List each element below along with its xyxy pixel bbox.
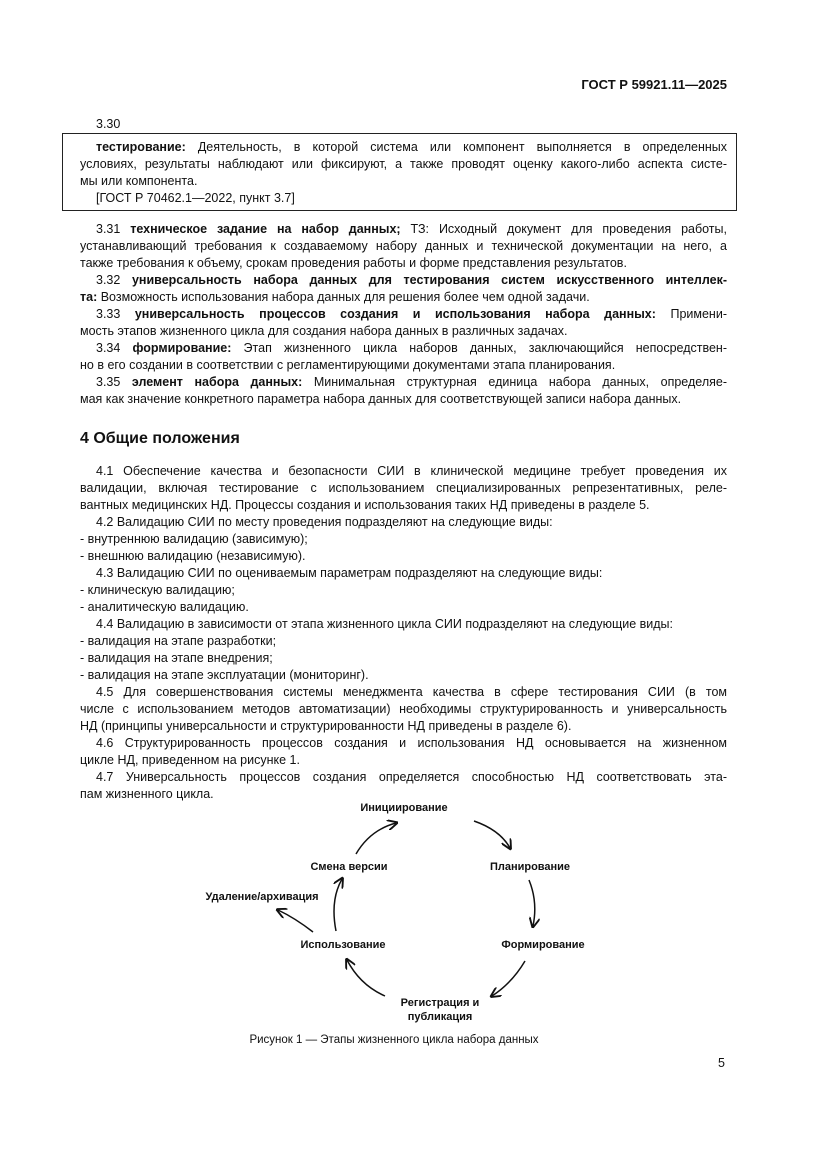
term-bold: формирование: bbox=[132, 341, 232, 355]
term-number-3-30: 3.30 bbox=[96, 117, 121, 131]
text: 4.7 Универсальность процессов создания определяется способностью НД соответствовать эта- bbox=[96, 770, 727, 784]
text: числе с использованием методов автоматизации) необходимы структурированность и универсальность bbox=[80, 702, 727, 716]
term-bold: тестирование: bbox=[96, 140, 186, 154]
text: - валидация на этапе внедрения; bbox=[80, 651, 273, 665]
stage-planning: Планирование bbox=[489, 861, 571, 873]
clause-number: 3.31 bbox=[96, 222, 131, 236]
stage-deletion: Удаление/архивация bbox=[205, 891, 319, 903]
arrow-version-to-initiation bbox=[356, 823, 396, 854]
term-bold: универсальность процессов создания и использования набора данных: bbox=[134, 307, 656, 321]
text: Возможность использования набора данных для решения более чем одной задачи. bbox=[97, 290, 590, 304]
clause-number: 3.33 bbox=[96, 307, 135, 321]
text: - клиническую валидацию; bbox=[80, 583, 235, 597]
text: Этап жизненного цикла наборов данных, заключающийся непосредствен- bbox=[231, 341, 727, 355]
text: - валидация на этапе эксплуатации (мониторинг). bbox=[80, 668, 369, 682]
arrow-initiation-to-planning bbox=[474, 821, 510, 848]
text: ТЗ: Исходный документ для проведения работы, bbox=[400, 222, 727, 236]
clause-number: 3.34 bbox=[96, 341, 133, 355]
term-bold: та: bbox=[80, 290, 98, 304]
arrow-usage-to-version bbox=[334, 879, 342, 931]
clause-number: 3.35 bbox=[96, 375, 132, 389]
arrow-usage-to-deletion bbox=[278, 910, 313, 932]
term-bold: техническое задание на набор данных; bbox=[130, 222, 401, 236]
stage-usage: Использование bbox=[300, 939, 386, 951]
section-heading: 4 Общие положения bbox=[80, 430, 240, 447]
term-bold: элемент набора данных: bbox=[131, 375, 303, 389]
text: также требования к объему, срокам проведения работы и форме представления результатов. bbox=[80, 256, 627, 270]
text: НД (принципы универсальности и структурированности НД приведены в разделе 6). bbox=[80, 719, 572, 733]
text: условиях, результаты наблюдают или фиксируют, а также проводят оценку какого-либо аспекта систе- bbox=[80, 157, 727, 171]
text: валидации, включая тестирование с использованием специализированных репрезентативных, реле- bbox=[80, 481, 727, 495]
text: 4.2 Валидацию СИИ по месту проведения подразделяют на следующие виды: bbox=[96, 515, 553, 529]
arrow-formation-to-registration bbox=[492, 961, 525, 996]
stage-version-change: Смена версии bbox=[310, 861, 388, 873]
arrow-planning-to-formation bbox=[529, 880, 535, 926]
clause-number: 3.32 bbox=[96, 273, 132, 287]
text: 4.3 Валидацию СИИ по оцениваемым параметрам подразделяют на следующие виды: bbox=[96, 566, 603, 580]
text: цикле НД, приведенном на рисунке 1. bbox=[80, 753, 300, 767]
text: но в его создании в соответствии с регламентирующими документами этапа планирования. bbox=[80, 358, 616, 372]
text: устанавливающий требования к создаваемому набору данных и технической документации на него, а bbox=[80, 239, 727, 253]
text: вантных медицинских НД. Процессы создания и использования таких НД приведены в разделе 5. bbox=[80, 498, 650, 512]
text: - валидация на этапе разработки; bbox=[80, 634, 277, 648]
stage-registration: Регистрация и публикация bbox=[400, 997, 480, 1023]
text: мость этапов жизненного цикла для создания набора данных в различных задачах. bbox=[80, 324, 568, 338]
term-bold: универсальность набора данных для тестирования систем искусственного интеллек- bbox=[131, 273, 727, 287]
text: Деятельность, в которой система или компонент выполняется в определенных bbox=[185, 140, 727, 154]
stage-initiation: Инициирование bbox=[360, 802, 448, 814]
text: 4.1 Обеспечение качества и безопасности СИИ в клинической медицине требует проведения их bbox=[96, 464, 727, 478]
stage-formation: Формирование bbox=[501, 939, 585, 951]
text: Примени- bbox=[655, 307, 727, 321]
text: 4.6 Структурированность процессов создания и использования НД основывается на жизненном bbox=[96, 736, 727, 750]
text: [ГОСТ Р 70462.1—2022, пункт 3.7] bbox=[96, 191, 295, 205]
figure-caption: Рисунок 1 — Этапы жизненного цикла набора данных bbox=[249, 1034, 539, 1046]
text: пам жизненного цикла. bbox=[80, 787, 214, 801]
text: мая как значение конкретного параметра набора данных для соответствующей записи набора данных. bbox=[80, 392, 682, 406]
text: мы или компонента. bbox=[80, 174, 198, 188]
text: - внешнюю валидацию (независимую). bbox=[80, 549, 306, 563]
text: 4.4 Валидацию в зависимости от этапа жизненного цикла СИИ подразделяют на следующие виды: bbox=[96, 617, 674, 631]
page-number: 5 bbox=[718, 1056, 725, 1070]
text: - аналитическую валидацию. bbox=[80, 600, 249, 614]
text: Минимальная структурная единица набора данных, определяе- bbox=[302, 375, 727, 389]
text: - внутреннюю валидацию (зависимую); bbox=[80, 532, 308, 546]
standard-header: ГОСТ Р 59921.11—2025 bbox=[581, 77, 727, 92]
arrow-registration-to-usage bbox=[347, 960, 385, 996]
text: 4.5 Для совершенствования системы менеджмента качества в сфере тестирования СИИ (в том bbox=[96, 685, 727, 699]
